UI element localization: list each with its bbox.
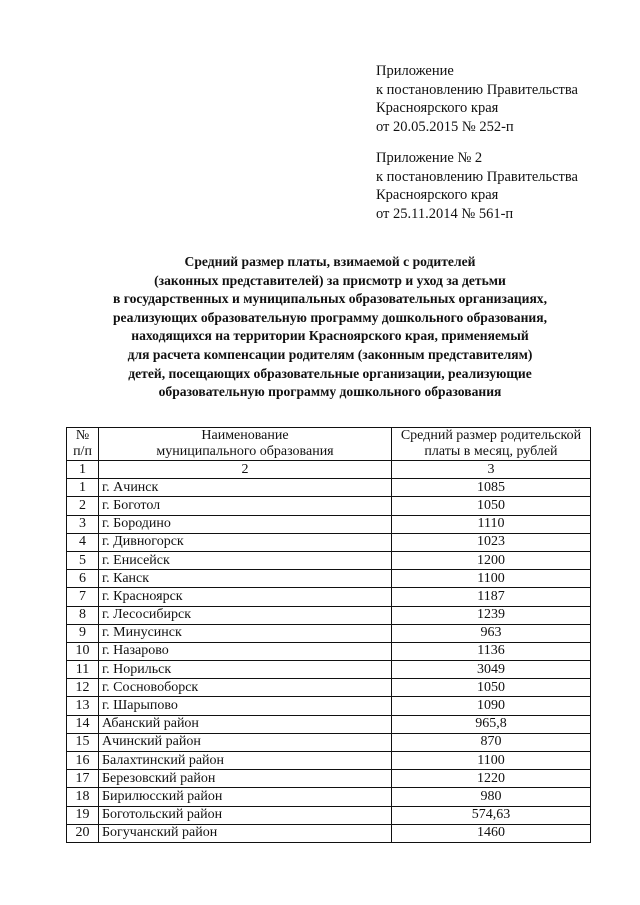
title-line: реализующих образовательную программу дошкольного образования,	[112, 309, 548, 325]
fees-table	[66, 427, 591, 843]
municipality-cell: г. Бородино	[99, 515, 392, 533]
row-number-cell: 6	[67, 570, 99, 588]
municipality-cell: Березовский район	[99, 770, 392, 788]
appendix-line: Приложение	[376, 63, 454, 79]
row-number-cell: 11	[67, 661, 99, 679]
fee-cell: 1023	[392, 533, 591, 551]
table-header-row	[67, 428, 591, 461]
municipality-cell: Ачинский район	[99, 733, 392, 751]
table-row	[67, 515, 591, 533]
table-row	[67, 497, 591, 515]
row-number-cell: 5	[67, 551, 99, 569]
table-row	[67, 570, 591, 588]
fee-cell: 1050	[392, 497, 591, 515]
header-number	[67, 428, 99, 461]
title-line: (законных представителей) за присмотр и уход за детьми	[154, 272, 506, 288]
fee-cell: 870	[392, 733, 591, 751]
fee-cell: 1090	[392, 697, 591, 715]
row-number-cell: 13	[67, 697, 99, 715]
fee-cell: 1136	[392, 642, 591, 660]
document-title	[40, 253, 620, 402]
row-number-cell: 14	[67, 715, 99, 733]
row-number-cell: 12	[67, 679, 99, 697]
table-row	[67, 533, 591, 551]
municipality-cell: г. Сосновоборск	[99, 679, 392, 697]
municipality-cell: Абанский район	[99, 715, 392, 733]
municipality-cell: г. Канск	[99, 570, 392, 588]
row-number-cell: 4	[67, 533, 99, 551]
column-number: 2	[99, 461, 392, 479]
row-number-cell: 15	[67, 733, 99, 751]
row-number-cell: 2	[67, 497, 99, 515]
row-number-cell: 8	[67, 606, 99, 624]
fee-cell: 574,63	[392, 806, 591, 824]
fee-cell: 1050	[392, 679, 591, 697]
row-number-cell: 18	[67, 788, 99, 806]
fee-cell: 1220	[392, 770, 591, 788]
table-row	[67, 679, 591, 697]
row-number-cell: 19	[67, 806, 99, 824]
column-number-row	[67, 461, 591, 479]
table-row	[67, 770, 591, 788]
municipality-cell: г. Дивногорск	[99, 533, 392, 551]
header-fee-line: платы в месяц, рублей	[424, 444, 558, 459]
header-fee-line: Средний размер родительской	[400, 428, 582, 443]
header-fee	[392, 428, 591, 461]
table-body	[67, 479, 591, 843]
table-row	[67, 661, 591, 679]
municipality-cell: г. Боготол	[99, 497, 392, 515]
table-row	[67, 733, 591, 751]
municipality-cell: г. Лесосибирск	[99, 606, 392, 624]
header-municipality-line: Наименование	[201, 428, 289, 443]
appendix-line: от 25.11.2014 № 561-п	[376, 205, 514, 222]
row-number-cell: 16	[67, 752, 99, 770]
appendix-line: Приложение № 2	[376, 150, 483, 166]
table-row	[67, 824, 591, 842]
table-row	[67, 479, 591, 497]
appendix-line: к постановлению Правительства	[376, 81, 578, 98]
appendix-header-2	[376, 149, 578, 223]
title-line: в государственных и муниципальных образовательных организациях,	[113, 291, 547, 307]
row-number-cell: 20	[67, 824, 99, 842]
table-row	[67, 624, 591, 642]
fee-cell: 1187	[392, 588, 591, 606]
fee-cell: 1100	[392, 570, 591, 588]
row-number-cell: 10	[67, 642, 99, 660]
row-number-cell: 9	[67, 624, 99, 642]
municipality-cell: г. Минусинск	[99, 624, 392, 642]
title-line: для расчета компенсации родителям (законным представителям)	[127, 346, 533, 362]
fee-cell: 963	[392, 624, 591, 642]
municipality-cell: г. Красноярск	[99, 588, 392, 606]
municipality-cell: г. Шарыпово	[99, 697, 392, 715]
fee-cell: 1085	[392, 479, 591, 497]
fee-cell: 1239	[392, 606, 591, 624]
municipality-cell: г. Назарово	[99, 642, 392, 660]
header-municipality-line: муниципального образования	[156, 444, 334, 459]
fee-cell: 1100	[392, 752, 591, 770]
municipality-cell: г. Норильск	[99, 661, 392, 679]
municipality-cell: г. Ачинск	[99, 479, 392, 497]
table-row	[67, 642, 591, 660]
row-number-cell: 1	[67, 479, 99, 497]
municipality-cell: Богучанский район	[99, 824, 392, 842]
column-number: 1	[67, 461, 99, 479]
table-row	[67, 588, 591, 606]
municipality-cell: г. Енисейск	[99, 551, 392, 569]
table-row	[67, 788, 591, 806]
appendix-line: к постановлению Правительства	[376, 168, 578, 185]
column-number: 3	[392, 461, 591, 479]
table-row	[67, 697, 591, 715]
fee-cell: 965,8	[392, 715, 591, 733]
table-row	[67, 715, 591, 733]
municipality-cell: Боготольский район	[99, 806, 392, 824]
fee-cell: 1460	[392, 824, 591, 842]
title-line: детей, посещающих образовательные организации, реализующие	[128, 365, 532, 381]
table-row	[67, 551, 591, 569]
appendix-line: Красноярского края	[376, 187, 499, 203]
title-line: Средний размер платы, взимаемой с родителей	[184, 254, 476, 269]
title-line: находящихся на территории Красноярского края, применяемый	[131, 328, 529, 344]
fee-cell: 1110	[392, 515, 591, 533]
municipality-cell: Бирилюсский район	[99, 788, 392, 806]
header-municipality	[99, 428, 392, 461]
header-number-line: п/п	[73, 444, 92, 459]
appendix-line: Красноярского края	[376, 100, 499, 116]
title-line: образовательную программу дошкольного образования	[158, 384, 502, 400]
appendix-header-1	[376, 62, 578, 136]
header-number-line: №	[75, 428, 90, 443]
fee-cell: 1200	[392, 551, 591, 569]
fee-cell: 3049	[392, 661, 591, 679]
appendix-line: от 20.05.2015 № 252-п	[376, 118, 514, 135]
table-row	[67, 606, 591, 624]
row-number-cell: 17	[67, 770, 99, 788]
row-number-cell: 3	[67, 515, 99, 533]
municipality-cell: Балахтинский район	[99, 752, 392, 770]
table-row	[67, 752, 591, 770]
row-number-cell: 7	[67, 588, 99, 606]
table-row	[67, 806, 591, 824]
fee-cell: 980	[392, 788, 591, 806]
